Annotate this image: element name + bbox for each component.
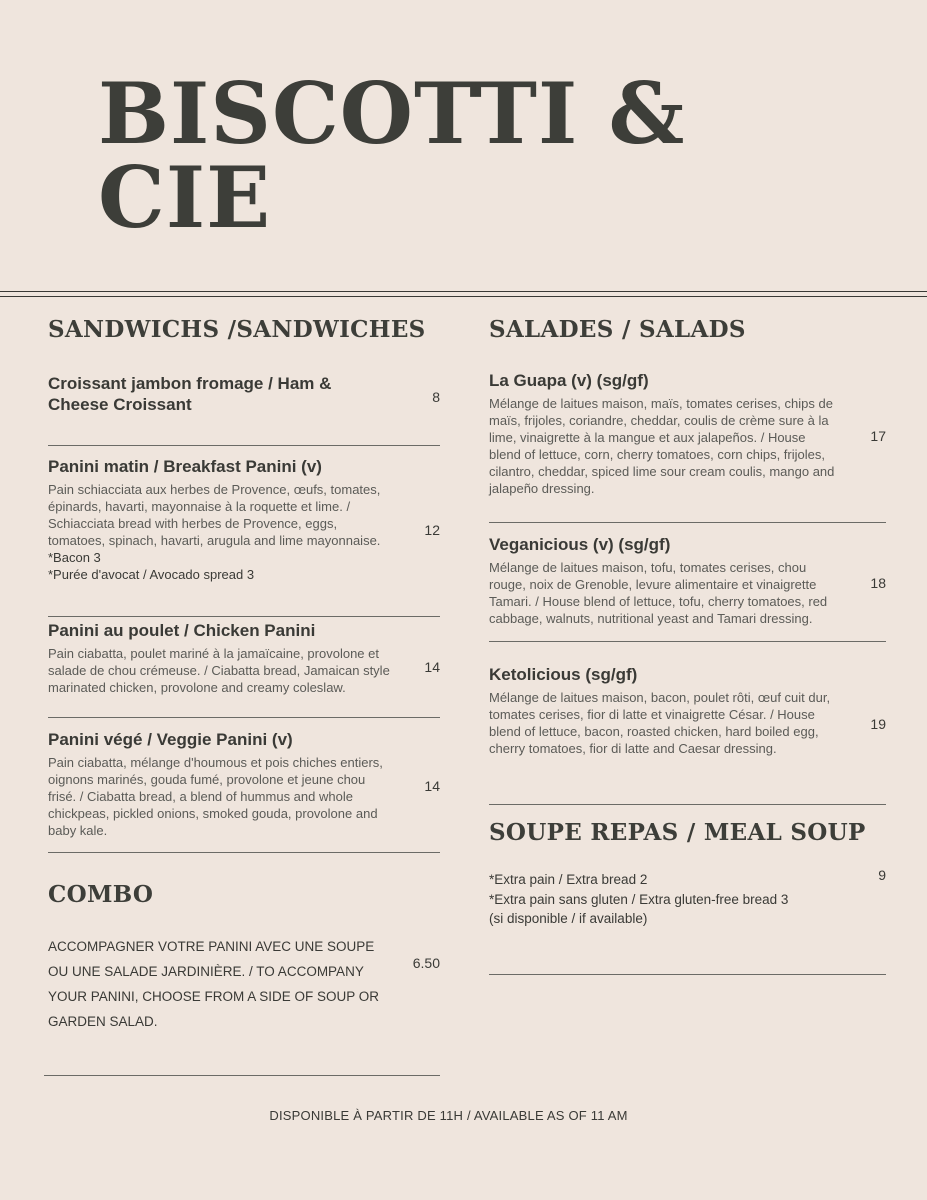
soup-extra-bread: *Extra pain / Extra bread 2 (489, 872, 648, 887)
menu-item (489, 370, 886, 523)
item-description: Mélange de laitues maison, maïs, tomates cerises, chips de maïs, frijoles, coriandre, cheddar, coulis de crème sure à la lime, vinaigrette à la mangue et aux jalapeños. / House blend of lettuce, corn, cherry tomatoes, corn chips, frijoles, cilantro, cheddar, spiced lime sour cream coulis, mango and jalapeño dressing. (489, 396, 835, 496)
item-price: 14 (424, 659, 440, 675)
title-line-1: BISCOTTI & (98, 64, 686, 163)
menu-item (48, 372, 440, 446)
soup-block (489, 867, 886, 975)
item-extra-bacon: *Bacon 3 (48, 550, 101, 565)
item-description: Pain schiacciata aux herbes de Provence, œufs, tomates, épinards, havarti, mayonnaise à la roquette et lime. / Schiacciata bread with herbes de Provence, eggs, tomatoes, spinach, havarti, arugula and lime mayonnaise. (48, 482, 381, 548)
item-name: Croissant jambon fromage / Ham & Cheese Croissant (48, 374, 332, 414)
sandwiches-heading: SANDWICHS /SANDWICHES (48, 316, 426, 343)
soup-availability-note: (si disponible / if available) (489, 911, 648, 926)
salads-heading: SALADES / SALADS (489, 316, 746, 343)
item-description: Pain ciabatta, poulet mariné à la jamaïcaine, provolone et salade de chou crémeuse. / Ciabatta bread, Jamaican style marinated chicken, provolone and creamy coleslaw. (48, 646, 390, 695)
item-name: Veganicious (v) (sg/gf) (489, 535, 671, 554)
item-price: 19 (870, 716, 886, 732)
combo-block (44, 927, 440, 1076)
menu-item (48, 446, 440, 617)
item-price: 17 (870, 428, 886, 444)
soup-price: 9 (878, 867, 886, 883)
item-description: Pain ciabatta, mélange d'houmous et pois chiches entiers, oignons marinés, gouda fumé, provolone et jeune chou frisé. / Ciabatta bread, a blend of hummus and whole chickpeas, pickled onions, smoked gouda, provolone and baby kale. (48, 755, 383, 838)
menu-item (48, 617, 440, 718)
menu-item (489, 642, 886, 805)
restaurant-title (98, 64, 778, 247)
title-line-2: CIE (98, 148, 272, 247)
item-extra-avocado: *Purée d'avocat / Avocado spread 3 (48, 567, 255, 582)
menu-item (489, 523, 886, 642)
item-price: 14 (424, 778, 440, 794)
item-name: Ketolicious (sg/gf) (489, 665, 638, 684)
menu-item (48, 718, 440, 853)
item-name: Panini matin / Breakfast Panini (v) (48, 457, 322, 476)
item-description: Mélange de laitues maison, tofu, tomates cerises, chou rouge, noix de Grenoble, levure alimentaire et vinaigrette Tamari. / House blend of lettuce, tofu, cherry tomatoes, red cabbage, walnuts, nutritional yeast and Tamari dressing. (489, 560, 828, 626)
header-divider-bottom (0, 296, 927, 297)
item-name: Panini végé / Veggie Panini (v) (48, 730, 293, 749)
combo-price: 6.50 (412, 955, 440, 971)
soup-heading: SOUPE REPAS / MEAL SOUP (489, 819, 866, 846)
combo-description: ACCOMPAGNER VOTRE PANINI AVEC UNE SOUPE OU UNE SALADE JARDINIÈRE. / TO ACCOMPANY YOUR PANINI, CHOOSE FROM A SIDE OF SOUP OR GARDEN SALAD. (48, 939, 380, 1029)
item-price: 12 (424, 522, 440, 538)
item-name: Panini au poulet / Chicken Panini (48, 621, 316, 640)
right-column (489, 312, 886, 975)
header-divider-top (0, 291, 927, 292)
item-name: La Guapa (v) (sg/gf) (489, 371, 649, 390)
left-column (48, 312, 440, 1076)
item-description: Mélange de laitues maison, bacon, poulet rôti, œuf cuit dur, tomates cerises, fior di latte et vinaigrette César. / House blend of lettuce, bacon, roasted chicken, hard boiled egg, cherry tomatoes, fior di latte and Caesar dressing. (489, 690, 831, 756)
item-price: 18 (870, 575, 886, 591)
item-price: 8 (432, 389, 440, 405)
combo-heading: COMBO (48, 881, 154, 908)
availability-footer: DISPONIBLE À PARTIR DE 11H / AVAILABLE AS OF 11 AM (269, 1108, 628, 1123)
soup-extra-gluten-free: *Extra pain sans gluten / Extra gluten-free bread 3 (489, 891, 789, 907)
